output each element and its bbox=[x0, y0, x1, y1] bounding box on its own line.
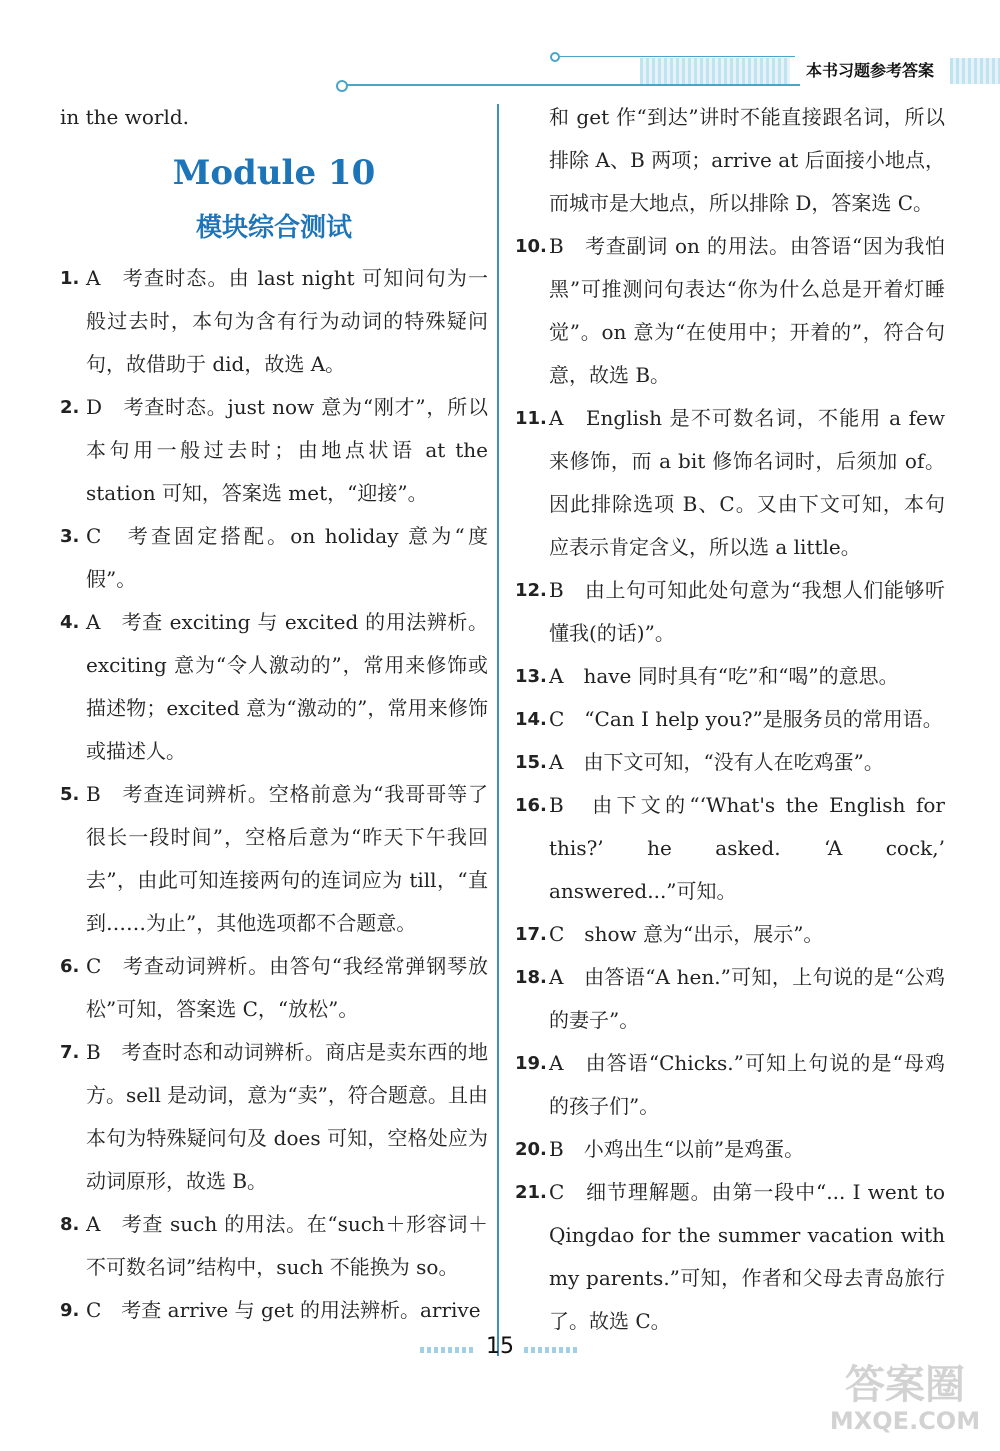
answer-item bbox=[60, 1031, 488, 1203]
watermark bbox=[820, 1362, 990, 1434]
watermark-logo: 答案圈 bbox=[845, 1362, 965, 1408]
answer-item bbox=[515, 655, 945, 698]
answer-text: A 由下文可知，“没有人在吃鸡蛋”。 bbox=[549, 750, 884, 774]
answer-number: 1. bbox=[60, 268, 80, 289]
answer-number: 7. bbox=[60, 1042, 80, 1063]
answer-item bbox=[515, 913, 945, 956]
column-divider bbox=[497, 104, 499, 1356]
answer-continuation bbox=[515, 96, 945, 225]
right-column bbox=[515, 96, 945, 1343]
answer-text: A have 同时具有“吃”和“喝”的意思。 bbox=[549, 664, 899, 688]
answer-text: A English 是不可数名词，不能用 a few 来修饰，而 a bit 修饰名词时，后须加 of。因此排除选项 B、C。又由下文可知，本句应表示肯定含义，所以选 a little。 bbox=[549, 406, 945, 559]
answer-item bbox=[515, 397, 945, 569]
answer-number: 8. bbox=[60, 1214, 80, 1235]
answer-item bbox=[515, 1171, 945, 1343]
answer-text: B 由上句可知此处句意为“我想人们能够听懂我(的话)”。 bbox=[549, 578, 945, 645]
header-rule-top bbox=[555, 56, 795, 57]
answer-item bbox=[60, 515, 488, 601]
header-rule-dot bbox=[336, 80, 348, 92]
page-number: 15 bbox=[486, 1334, 514, 1359]
module-title: Module 10 bbox=[172, 153, 376, 193]
answer-item bbox=[60, 257, 488, 386]
answer-text: C 细节理解题。由第一段中“... I went to Qingdao for the summer vacation with my parents.”可知，作者和父母去青岛旅行了。故选 C。 bbox=[549, 1180, 945, 1333]
answer-text: B 考查副词 on 的用法。由答语“因为我怕黑”可推测问句表达“你为什么总是开着灯睡觉”。on 意为“在使用中；开着的”，符合句意，故选 B。 bbox=[549, 234, 945, 387]
left-column bbox=[60, 96, 488, 1332]
answer-item bbox=[515, 784, 945, 913]
footer-deco-left bbox=[420, 1347, 476, 1353]
lead-line: in the world. bbox=[60, 105, 190, 129]
answer-item bbox=[60, 945, 488, 1031]
answer-item bbox=[60, 1289, 488, 1332]
answer-number: 2. bbox=[60, 397, 80, 418]
answer-number: 9. bbox=[60, 1300, 80, 1321]
answer-item bbox=[60, 773, 488, 945]
answer-item bbox=[60, 1203, 488, 1289]
answer-item bbox=[60, 601, 488, 773]
answer-number: 4. bbox=[60, 612, 80, 633]
answer-text: C show 意为“出示，展示”。 bbox=[549, 922, 824, 946]
answer-text: A 考查时态。由 last night 可知问句为一般过去时，本句为含有行为动词的特殊疑问句，故借助于 did，故选 A。 bbox=[86, 266, 488, 376]
header-band-right bbox=[950, 58, 1000, 84]
answer-text: B 考查连词辨析。空格前意为“我哥哥等了很长一段时间”，空格后意为“昨天下午我回去”，由此可知连接两句的连词应为 till，“直到……为止”，其他选项都不合题意。 bbox=[86, 782, 488, 935]
answer-text: 和 get 作“到达”讲时不能直接跟名词，所以排除 A、B 两项；arrive at 后面接小地点，而城市是大地点，所以排除 D，答案选 C。 bbox=[549, 105, 945, 215]
answer-number: 11. bbox=[515, 408, 547, 429]
answer-number: 16. bbox=[515, 795, 547, 816]
answer-text: A 考查 such 的用法。在“such＋形容词＋不可数名词”结构中，such 不能换为 so。 bbox=[86, 1212, 488, 1279]
answer-text: C 考查 arrive 与 get 的用法辨析。arrive bbox=[86, 1298, 481, 1322]
answer-number: 21. bbox=[515, 1182, 547, 1203]
answer-item bbox=[60, 386, 488, 515]
answer-text: A 由答语“Chicks.”可知上句说的是“母鸡的孩子们”。 bbox=[549, 1051, 945, 1118]
header-rule-dot-top bbox=[550, 52, 560, 62]
answer-item bbox=[515, 698, 945, 741]
answer-text: A 由答语“A hen.”可知，上句说的是“公鸡的妻子”。 bbox=[549, 965, 945, 1032]
answer-text: B 小鸡出生“以前”是鸡蛋。 bbox=[549, 1137, 805, 1161]
footer-deco-right bbox=[524, 1347, 580, 1353]
answer-text: D 考查时态。just now 意为“刚才”，所以本句用一般过去时；由地点状语 at the station 可知，答案选 met，“迎接”。 bbox=[86, 395, 488, 505]
answer-number: 6. bbox=[60, 956, 80, 977]
answer-item bbox=[515, 1128, 945, 1171]
answer-text: C 考查动词辨析。由答句“我经常弹钢琴放松”可知，答案选 C，“放松”。 bbox=[86, 954, 488, 1021]
header-band-left bbox=[640, 58, 790, 84]
answer-text: B 由下文的“‘What's the English for this?’ he asked. ‘A cock,’ answered...”可知。 bbox=[549, 793, 945, 903]
answer-number: 10. bbox=[515, 236, 547, 257]
answer-item bbox=[515, 741, 945, 784]
answer-number: 18. bbox=[515, 967, 547, 988]
answer-number: 14. bbox=[515, 709, 547, 730]
header-title: 本书习题参考答案 bbox=[805, 61, 934, 80]
answer-text: B 考查时态和动词辨析。商店是卖东西的地方。sell 是动词，意为“卖”，符合题意。且由本句为特殊疑问句及 does 可知，空格处应为动词原形，故选 B。 bbox=[86, 1040, 488, 1193]
answer-number: 17. bbox=[515, 924, 547, 945]
answer-item bbox=[515, 569, 945, 655]
answer-number: 13. bbox=[515, 666, 547, 687]
answer-text: C 考查固定搭配。on holiday 意为“度假”。 bbox=[86, 524, 488, 591]
answer-text: C “Can I help you?”是服务员的常用语。 bbox=[549, 707, 943, 731]
answer-item bbox=[515, 1042, 945, 1128]
answer-text: A 考查 exciting 与 excited 的用法辨析。exciting 意为“令人激动的”，常用来修饰或描述物；excited 意为“激动的”，常用来修饰或描述人。 bbox=[86, 610, 488, 763]
answer-number: 5. bbox=[60, 784, 80, 805]
answer-number: 12. bbox=[515, 580, 547, 601]
answer-number: 15. bbox=[515, 752, 547, 773]
answer-number: 20. bbox=[515, 1139, 547, 1160]
section-title: 模块综合测试 bbox=[195, 213, 352, 243]
answer-number: 3. bbox=[60, 526, 80, 547]
answer-item bbox=[515, 956, 945, 1042]
header-rule bbox=[340, 84, 800, 86]
answer-item bbox=[515, 225, 945, 397]
answer-number: 19. bbox=[515, 1053, 547, 1074]
watermark-url: MXQE.COM bbox=[829, 1407, 981, 1435]
